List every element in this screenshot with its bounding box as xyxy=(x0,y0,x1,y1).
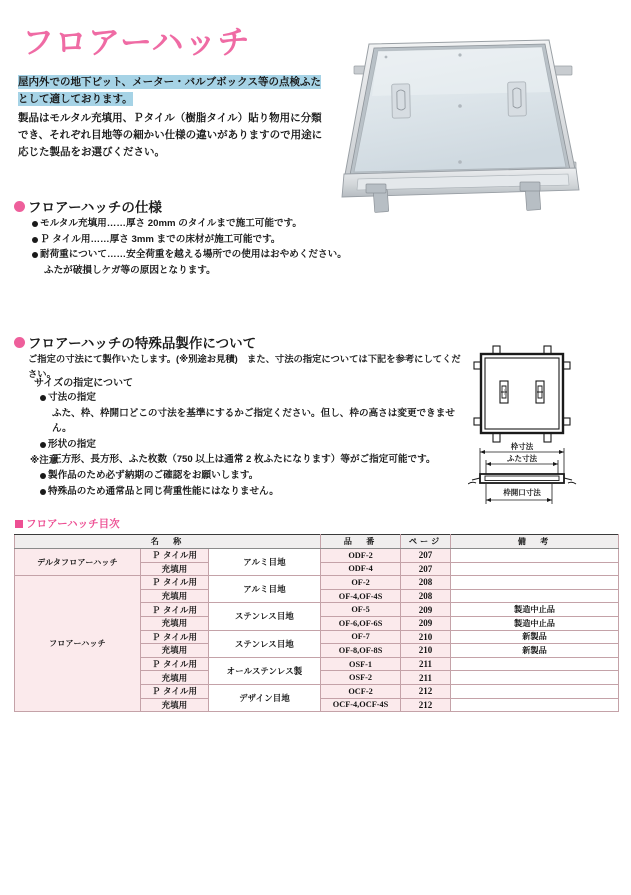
cell-page-number[interactable]: 209 xyxy=(401,616,451,630)
cell-model-number: OF-6,OF-6S xyxy=(321,616,401,630)
header-page: ページ xyxy=(401,535,451,549)
dimension-diagram xyxy=(468,344,620,512)
cell-page-number[interactable]: 210 xyxy=(401,644,451,658)
caution-item-text: 製作品のため必ず納期のご確認をお願いします。 xyxy=(48,470,259,481)
product-photo xyxy=(336,22,624,218)
caution-list xyxy=(40,468,440,499)
cell-page-number[interactable]: 208 xyxy=(401,589,451,603)
cell-joint-material: デザイン目地 xyxy=(209,684,321,711)
cell-joint-material: アルミ目地 xyxy=(209,549,321,576)
list-item xyxy=(32,247,362,263)
bullet-icon xyxy=(40,442,46,448)
cell-remark xyxy=(451,698,619,712)
list-item xyxy=(40,437,470,453)
cell-model-number: ODF-4 xyxy=(321,562,401,576)
bullet-icon xyxy=(40,473,46,479)
cell-remark: 製造中止品 xyxy=(451,603,619,617)
cell-joint-material: アルミ目地 xyxy=(209,576,321,603)
list-item xyxy=(40,390,470,406)
diagram-label-lid: ふた寸法 xyxy=(507,454,537,463)
spec-heading-label: フロアーハッチの仕様 xyxy=(28,200,162,215)
cell-use-type: Ｐ タイル用 xyxy=(141,549,209,563)
size-item-detail: 正方形、長方形、ふた枚数（750 以上は通常 2 枚ふたになります）等がご指定可能です。 xyxy=(52,454,436,465)
square-marker-icon xyxy=(15,520,23,528)
cell-remark xyxy=(451,549,619,563)
cell-remark xyxy=(451,576,619,590)
cell-use-type: Ｐ タイル用 xyxy=(141,603,209,617)
floor-hatch-photo-svg xyxy=(336,22,624,218)
table-row xyxy=(15,576,619,590)
cell-remark xyxy=(451,562,619,576)
header-name: 名 称 xyxy=(15,535,321,549)
cell-model-number: OF-8,OF-8S xyxy=(321,644,401,658)
cell-page-number[interactable]: 209 xyxy=(401,603,451,617)
cell-product-family: フロアーハッチ xyxy=(15,576,141,712)
spec-sub-note: ふたが破損しケガ等の原因となります。 xyxy=(44,264,216,276)
cell-page-number[interactable]: 208 xyxy=(401,576,451,590)
cell-remark: 新製品 xyxy=(451,644,619,658)
cell-page-number[interactable]: 211 xyxy=(401,657,451,671)
cell-use-type: Ｐ タイル用 xyxy=(141,576,209,590)
diagram-label-opening: 枠開口寸法 xyxy=(503,488,541,497)
cell-model-number: OCF-2 xyxy=(321,684,401,698)
cell-model-number: ODF-2 xyxy=(321,549,401,563)
cell-joint-material: オールステンレス製 xyxy=(209,657,321,684)
intro-text xyxy=(18,74,330,161)
special-section-heading xyxy=(14,332,256,352)
cell-joint-material: ステンレス目地 xyxy=(209,603,321,630)
cell-model-number: OF-4,OF-4S xyxy=(321,589,401,603)
special-intro-text: ご指定の寸法にて製作いたします。(※別途お見積) また、寸法の指定については下記を参考にしてください。 xyxy=(28,354,461,379)
cell-page-number[interactable]: 212 xyxy=(401,684,451,698)
spec-item-text: モルタル充填用……厚さ 20mm のタイルまで施工可能です。 xyxy=(40,218,302,229)
cell-use-type: 充填用 xyxy=(141,562,209,576)
cell-joint-material: ステンレス目地 xyxy=(209,630,321,657)
header-model: 品 番 xyxy=(321,535,401,549)
spec-item-list xyxy=(32,216,362,278)
caution-title: ※注意 xyxy=(30,455,59,466)
cell-page-number[interactable]: 212 xyxy=(401,698,451,712)
index-heading-label: フロアーハッチ目次 xyxy=(26,518,120,530)
cell-use-type: 充填用 xyxy=(141,644,209,658)
diagram-label-frame: 枠寸法 xyxy=(510,442,534,451)
cell-remark xyxy=(451,684,619,698)
cell-remark: 製造中止品 xyxy=(451,616,619,630)
size-spec-title: サイズの指定について xyxy=(34,378,133,389)
list-item xyxy=(32,216,362,232)
bullet-icon xyxy=(40,395,46,401)
spec-section-heading xyxy=(14,196,162,216)
dimension-diagram-svg xyxy=(468,344,620,512)
bullet-icon xyxy=(32,252,38,258)
intro-highlight: 屋内外での地下ピット、メーター・バルブボックス等の点検ふたとして適しております。 xyxy=(18,76,322,105)
cell-model-number: OF-2 xyxy=(321,576,401,590)
cell-page-number[interactable]: 207 xyxy=(401,549,451,563)
table-row xyxy=(15,549,619,563)
bullet-icon xyxy=(14,201,25,212)
cell-use-type: Ｐ タイル用 xyxy=(141,684,209,698)
list-item xyxy=(40,468,440,484)
table-header-row xyxy=(15,535,619,549)
special-heading-label: フロアーハッチの特殊品製作について xyxy=(28,336,257,351)
cell-page-number[interactable]: 207 xyxy=(401,562,451,576)
caution-item-text: 特殊品のため通常品と同じ荷重性能にはなりません。 xyxy=(48,485,279,497)
bullet-icon xyxy=(32,237,38,243)
cell-model-number: OF-7 xyxy=(321,630,401,644)
spec-item-text: 耐荷重について……安全荷重を越える場所での使用はおやめください。 xyxy=(40,249,347,260)
cell-model-number: OSF-1 xyxy=(321,657,401,671)
index-heading xyxy=(15,516,120,531)
bullet-icon xyxy=(14,337,25,348)
cell-remark xyxy=(451,671,619,685)
cell-remark: 新製品 xyxy=(451,630,619,644)
cell-remark xyxy=(451,589,619,603)
cell-page-number[interactable]: 210 xyxy=(401,630,451,644)
cell-use-type: 充填用 xyxy=(141,671,209,685)
size-item-detail: ふた、枠、枠開口どこの寸法を基準にするかご指定ください。但し、枠の高さは変更できません。 xyxy=(52,407,455,434)
cell-model-number: OCF-4,OCF-4S xyxy=(321,698,401,712)
cell-remark xyxy=(451,657,619,671)
list-item xyxy=(32,232,362,248)
header-note: 備 考 xyxy=(451,535,619,549)
bullet-icon xyxy=(32,221,38,227)
cell-use-type: 充填用 xyxy=(141,616,209,630)
cell-use-type: Ｐ タイル用 xyxy=(141,630,209,644)
cell-model-number: OF-5 xyxy=(321,603,401,617)
cell-model-number: OSF-2 xyxy=(321,671,401,685)
cell-use-type: 充填用 xyxy=(141,589,209,603)
size-item-label: 寸法の指定 xyxy=(48,392,96,403)
cell-use-type: Ｐ タイル用 xyxy=(141,657,209,671)
cell-product-family: デルタフロアーハッチ xyxy=(15,549,141,576)
bullet-icon xyxy=(40,489,46,495)
product-index-table xyxy=(14,534,619,712)
list-item xyxy=(40,484,440,500)
spec-item-text: Ｐ タイル用……厚さ 3mm までの床材が施工可能です。 xyxy=(40,233,281,245)
cell-page-number[interactable]: 211 xyxy=(401,671,451,685)
intro-paragraph: 製品はモルタル充填用、Ｐタイル（樹脂タイル）貼り物用に分類でき、それぞれ目地等の細かい仕様の違いがありますので用途に応じた製品をお選びください。 xyxy=(18,112,323,158)
cell-use-type: 充填用 xyxy=(141,698,209,712)
size-spec-list xyxy=(40,390,470,468)
size-item-label: 形状の指定 xyxy=(48,438,96,450)
page-title: フロアーハッチ xyxy=(22,24,251,60)
